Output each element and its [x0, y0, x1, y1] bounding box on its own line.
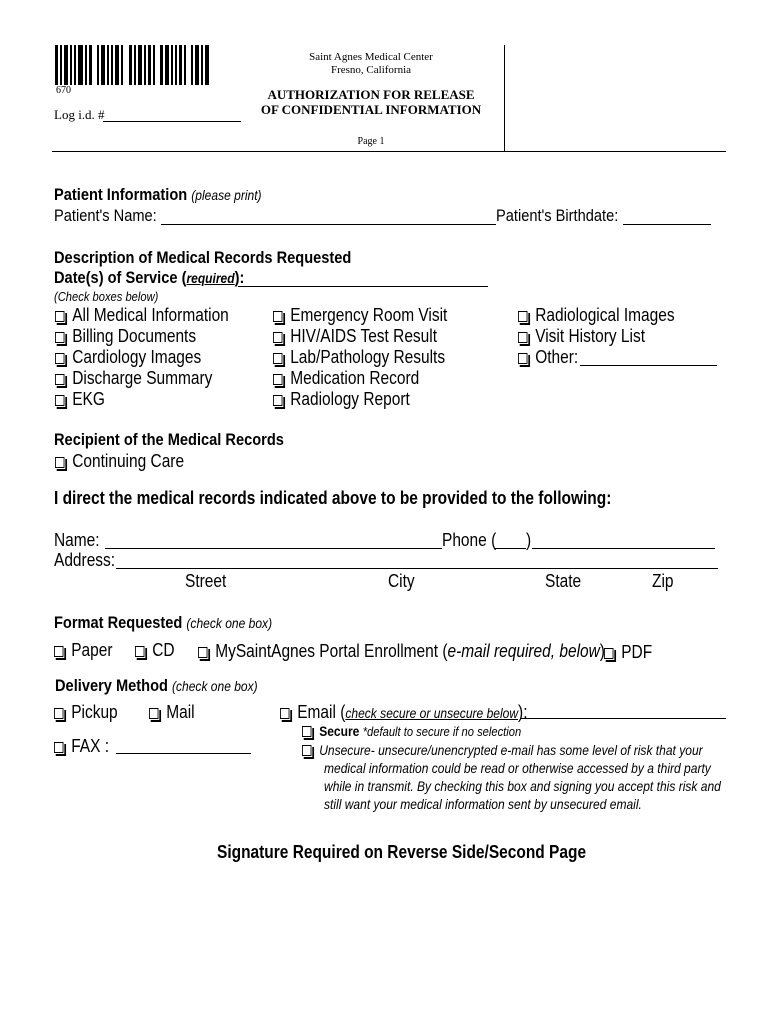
phone-area-code-field[interactable]	[494, 548, 526, 549]
patient-birthdate-label: Patient's Birthdate:	[496, 206, 619, 225]
record-item[interactable]: Radiological Images	[518, 305, 675, 326]
header-divider	[504, 45, 505, 151]
page-number: Page 1	[357, 136, 385, 147]
phone-close-paren: )	[526, 530, 532, 550]
delivery-fax-option[interactable]: FAX :	[54, 736, 109, 757]
email-address-field[interactable]	[520, 718, 726, 719]
recipient-phone-field[interactable]	[532, 548, 715, 549]
checkbox[interactable]	[55, 457, 64, 468]
format-pdf-option[interactable]: PDF	[604, 642, 652, 663]
delivery-email-option[interactable]: Email (check secure or unsecure below):	[280, 702, 528, 723]
checkbox[interactable]	[54, 742, 63, 753]
recipient-name-label: Name:	[54, 530, 100, 550]
record-item[interactable]: Visit History List	[518, 326, 645, 347]
recipient-phone-label: Phone (	[442, 530, 497, 550]
checkbox[interactable]	[518, 332, 527, 343]
recipient-heading: Recipient of the Medical Records	[54, 430, 284, 449]
unsecure-text-line: still want your medical information sent by unsecured email.	[324, 796, 642, 812]
format-cd-option[interactable]: CD	[135, 640, 175, 661]
unsecure-text-line: while in transmit. By checking this box and signing you accept this risk and	[324, 778, 721, 794]
record-item[interactable]: EKG	[55, 389, 105, 410]
unsecure-text-line: medical information could be read or otherwise accessed by a third party	[324, 760, 711, 776]
record-item[interactable]: All Medical Information	[55, 305, 229, 326]
city-caption: City	[388, 571, 415, 591]
record-item[interactable]: Cardiology Images	[55, 347, 201, 368]
log-id-label: Log i.d. #	[54, 107, 105, 122]
checkbox[interactable]	[149, 708, 158, 719]
record-item-other[interactable]: Other:	[518, 347, 578, 368]
checkbox[interactable]	[302, 726, 311, 737]
check-boxes-note: (Check boxes below)	[54, 289, 159, 304]
record-item[interactable]: Discharge Summary	[55, 368, 212, 389]
format-portal-option[interactable]: MySaintAgnes Portal Enrollment (e-mail required, below)	[198, 641, 605, 662]
delivery-pickup-option[interactable]: Pickup	[54, 702, 118, 723]
checkbox[interactable]	[518, 353, 527, 364]
checkbox[interactable]	[55, 311, 64, 322]
signature-note: Signature Required on Reverse Side/Second Page	[217, 842, 587, 862]
checkbox[interactable]	[273, 374, 282, 385]
continuing-care-option[interactable]: Continuing Care	[55, 451, 184, 472]
checkbox[interactable]	[273, 353, 282, 364]
checkbox[interactable]	[518, 311, 527, 322]
recipient-name-field[interactable]	[105, 548, 442, 549]
email-secure-option[interactable]: Secure *default to secure if no selection	[302, 723, 521, 739]
checkbox[interactable]	[198, 647, 207, 658]
record-item[interactable]: Radiology Report	[273, 389, 410, 410]
format-paper-option[interactable]: Paper	[54, 640, 113, 661]
checkbox[interactable]	[135, 646, 144, 657]
record-item[interactable]: HIV/AIDS Test Result	[273, 326, 437, 347]
record-item[interactable]: Emergency Room Visit	[273, 305, 447, 326]
patient-birthdate-field[interactable]	[623, 224, 711, 225]
dates-of-service-field[interactable]	[238, 286, 488, 287]
form-title-line1: AUTHORIZATION FOR RELEASE	[267, 87, 475, 102]
format-heading: Format Requested (check one box)	[54, 613, 273, 632]
log-id-field[interactable]	[103, 121, 241, 122]
header-rule	[52, 151, 726, 152]
form-number: 670	[56, 85, 71, 96]
checkbox[interactable]	[604, 648, 613, 659]
patient-name-field[interactable]	[161, 224, 496, 225]
delivery-heading: Delivery Method (check one box)	[55, 676, 258, 695]
patient-name-label: Patient's Name:	[54, 206, 157, 225]
checkbox[interactable]	[273, 311, 282, 322]
delivery-mail-option[interactable]: Mail	[149, 702, 195, 723]
record-item[interactable]: Lab/Pathology Results	[273, 347, 445, 368]
address-label: Address:	[54, 550, 116, 570]
street-caption: Street	[185, 571, 227, 591]
other-field[interactable]	[580, 365, 717, 366]
address-field[interactable]	[116, 568, 718, 569]
form-title-line2: OF CONFIDENTIAL INFORMATION	[260, 102, 482, 117]
direct-statement: I direct the medical records indicated above to be provided to the following:	[54, 488, 612, 508]
org-city: Fresno, California	[330, 64, 412, 76]
checkbox[interactable]	[273, 395, 282, 406]
checkbox[interactable]	[280, 708, 289, 719]
checkbox[interactable]	[55, 374, 64, 385]
fax-number-field[interactable]	[116, 753, 251, 754]
record-item[interactable]: Billing Documents	[55, 326, 196, 347]
email-unsecure-option[interactable]: Unsecure- unsecure/unencrypted e-mail has some level of risk that your	[302, 742, 703, 758]
patient-info-heading: Patient Information (please print)	[54, 185, 262, 204]
checkbox[interactable]	[55, 395, 64, 406]
state-caption: State	[545, 571, 582, 591]
dates-of-service-label: Date(s) of Service (required):	[54, 268, 245, 287]
checkbox[interactable]	[54, 646, 63, 657]
record-item[interactable]: Medication Record	[273, 368, 419, 389]
checkbox[interactable]	[273, 332, 282, 343]
checkbox[interactable]	[55, 353, 64, 364]
checkbox[interactable]	[55, 332, 64, 343]
zip-caption: Zip	[652, 571, 674, 591]
records-heading: Description of Medical Records Requested	[54, 248, 352, 267]
org-name: Saint Agnes Medical Center	[309, 51, 433, 63]
checkbox[interactable]	[302, 745, 311, 756]
checkbox[interactable]	[54, 708, 63, 719]
